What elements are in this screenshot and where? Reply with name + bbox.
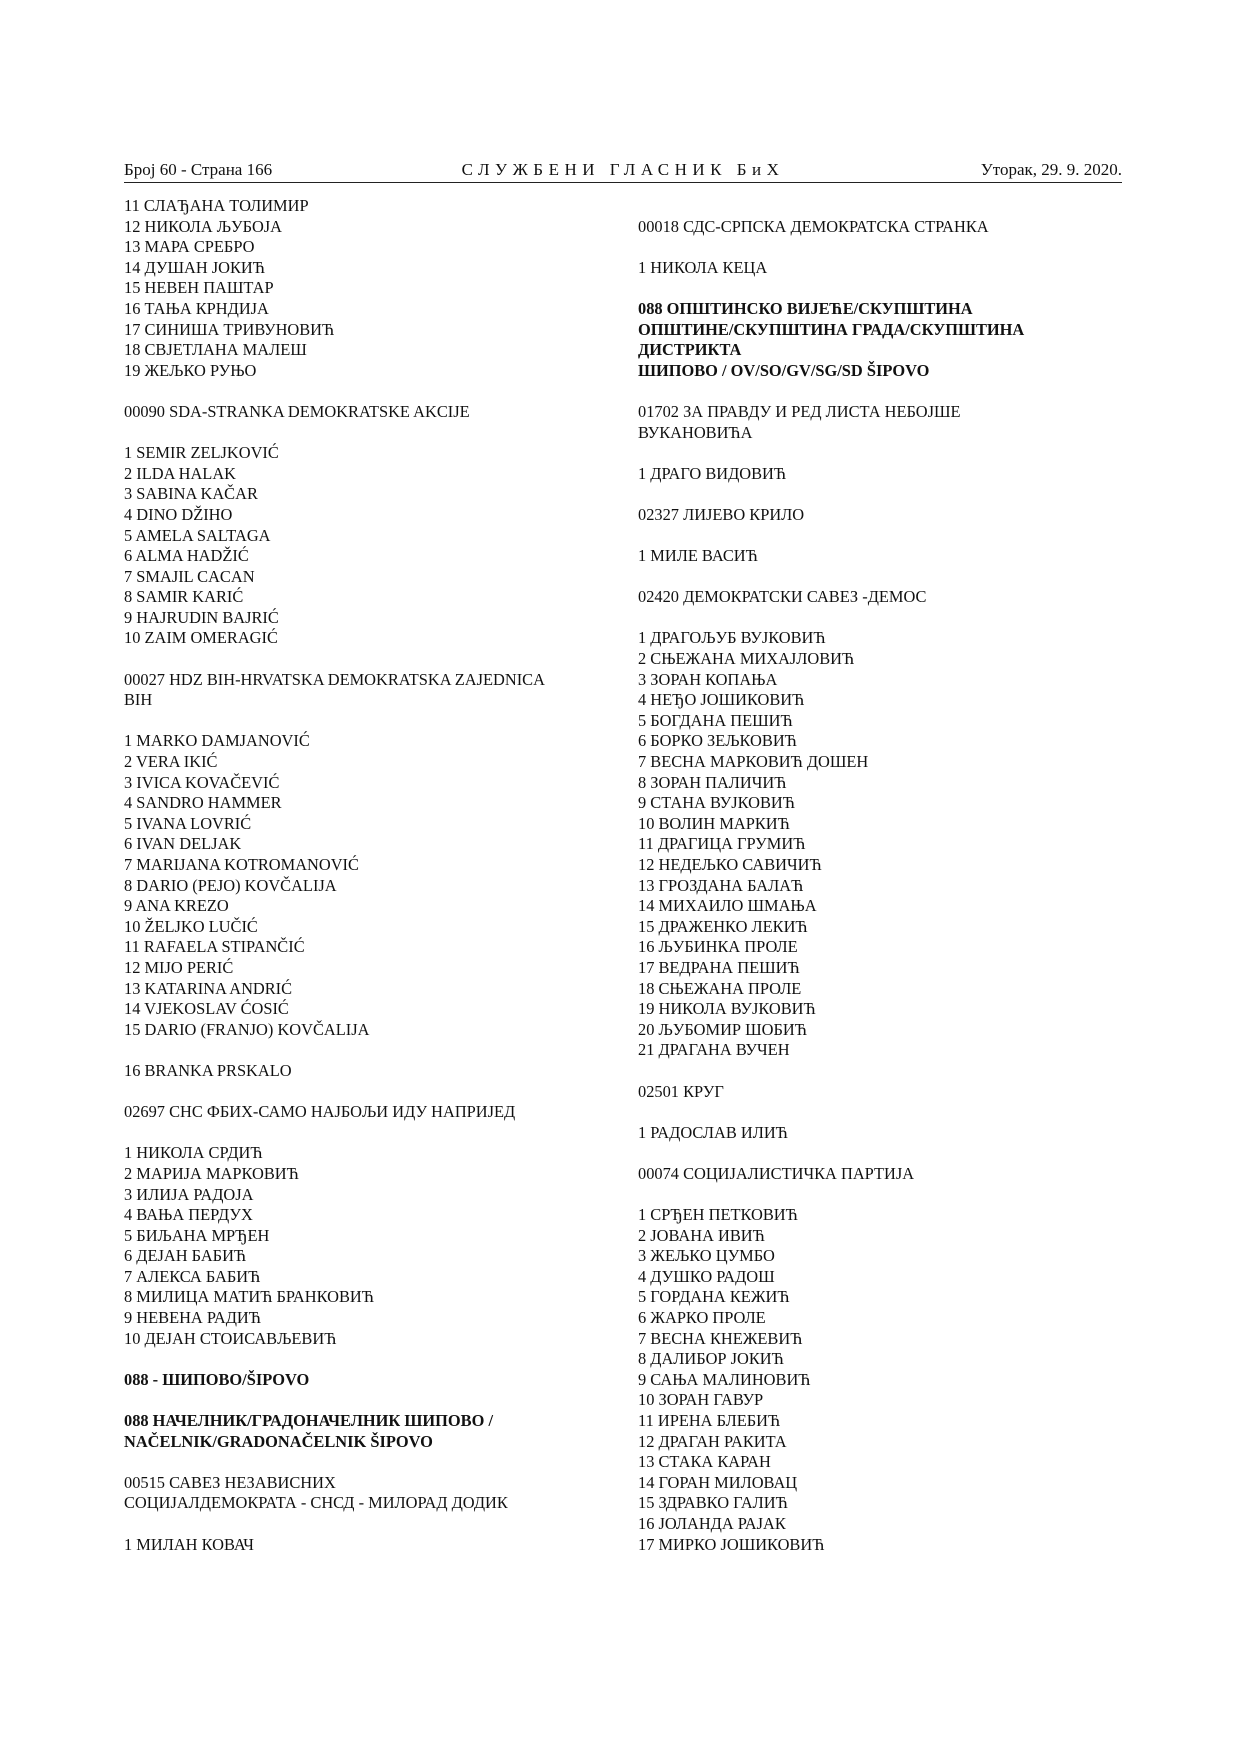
list-line: 10 ВОЛИН МАРКИЋ	[638, 813, 790, 833]
list-line: 12 MIJO PERIĆ	[124, 957, 234, 977]
list-line: 7 АЛЕКСА БАБИЋ	[124, 1266, 261, 1286]
list-line: 12 ДРАГАН РАКИТА	[638, 1431, 787, 1451]
list-line: 5 IVANA LOVRIĆ	[124, 813, 252, 833]
list-line: 14 VJEKOSLAV ĆOSIĆ	[124, 999, 289, 1019]
list-line: 00515 САВЕЗ НЕЗАВИСНИХ	[124, 1472, 336, 1492]
section-heading: NAČELNIK/GRADONAČELNIK ŠIPOVO	[124, 1431, 433, 1451]
list-line: 1 MARKO DAMJANOVIĆ	[124, 731, 310, 751]
list-line: 6 ЖАРКО ПРОЛЕ	[638, 1308, 766, 1328]
list-line: 13 ГРОЗДАНА БАЛАЋ	[638, 875, 804, 895]
blank-line	[638, 484, 1122, 505]
list-line: 3 ЗОРАН КОПАЊА	[638, 669, 778, 689]
list-line: 16 ТАЊА КРНДИЈА	[124, 298, 269, 318]
list-line: 14 ГОРАН МИЛОВАЦ	[638, 1472, 798, 1492]
list-line: 17 ВЕДРАНА ПЕШИЋ	[638, 957, 800, 977]
list-line: 4 SANDRO HAMMER	[124, 793, 282, 813]
blank-line	[638, 1143, 1122, 1164]
left-column	[124, 196, 604, 1555]
blank-line	[124, 1452, 604, 1473]
blank-line	[124, 1040, 604, 1061]
section-heading: ШИПОВО / OV/SO/GV/SG/SD ŠIPOVO	[638, 360, 930, 380]
blank-line	[124, 1082, 604, 1103]
list-line: 7 ВЕСНА КНЕЖЕВИЋ	[638, 1328, 803, 1348]
list-line: 2 ЈОВАНА ИВИЋ	[638, 1225, 765, 1245]
list-line: 18 СЊЕЖАНА ПРОЛЕ	[638, 978, 802, 998]
list-line: 3 ИЛИЈА РАДОЈА	[124, 1184, 254, 1204]
list-line: 3 IVICA KOVAČEVIĆ	[124, 772, 280, 792]
list-line: 3 SABINA KAČAR	[124, 484, 258, 504]
blank-line	[638, 443, 1122, 464]
list-line: 5 БОГДАНА ПЕШИЋ	[638, 710, 793, 730]
blank-line	[124, 423, 604, 444]
blank-line	[124, 1390, 604, 1411]
list-line: 10 ŽELJKO LUČIĆ	[124, 916, 258, 936]
list-line: 2 ILDA HALAK	[124, 463, 236, 483]
list-line: 7 MARIJANA KOTROMANOVIĆ	[124, 855, 359, 874]
list-line: 9 НЕВЕНА РАДИЋ	[124, 1308, 261, 1328]
section-heading: ОПШТИНЕ/СКУПШТИНА ГРАДА/СКУПШТИНА	[638, 319, 1025, 339]
section-heading: 088 - ШИПОВО/ŠIPOVO	[124, 1369, 310, 1389]
list-line: 11 СЛАЂАНА ТОЛИМИР	[124, 196, 309, 215]
list-line: 16 ЈОЛАНДА РАЈАК	[638, 1514, 786, 1533]
list-line: 6 БОРКО ЗЕЉКОВИЋ	[638, 731, 797, 751]
list-line: 8 DARIO (PEJO) KOVČALIJA	[124, 875, 337, 895]
list-line: 12 НЕДЕЉКО САВИЧИЋ	[638, 855, 822, 874]
section-heading: ДИСТРИКТА	[638, 340, 742, 360]
list-line: 4 НЕЂО ЈОШИКОВИЋ	[638, 690, 805, 710]
list-line: BIH	[124, 690, 153, 710]
list-line: 16 ЉУБИНКА ПРОЛЕ	[638, 937, 798, 957]
list-line: 8 ДАЛИБОР ЈОКИЋ	[638, 1349, 784, 1369]
list-line: 1 НИКОЛА КЕЦА	[638, 257, 768, 277]
list-line: 1 РАДОСЛАВ ИЛИЋ	[638, 1122, 788, 1142]
list-line: 15 ДРАЖЕНКО ЛЕКИЋ	[638, 916, 808, 936]
list-line: 1 НИКОЛА СРДИЋ	[124, 1143, 263, 1163]
blank-line	[124, 381, 604, 402]
list-line: 14 ДУШАН ЈОКИЋ	[124, 257, 265, 277]
list-line: 4 ВАЊА ПЕРДУХ	[124, 1205, 253, 1225]
list-line: 3 ЖЕЉКО ЦУМБО	[638, 1246, 775, 1266]
list-line: ВУКАНОВИЋА	[638, 422, 753, 442]
list-line: 2 VERA IKIĆ	[124, 752, 218, 772]
list-line: 00018 СДС-СРПСКА ДЕМОКРАТСКА СТРАНКА	[638, 216, 989, 236]
list-line: 1 МИЛАН КОВАЧ	[124, 1534, 254, 1554]
list-line: 8 МИЛИЦА МАТИЋ БРАНКОВИЋ	[124, 1287, 374, 1307]
list-line: 4 DINO DŽIHO	[124, 504, 233, 524]
list-line: 19 НИКОЛА ВУЈКОВИЋ	[638, 999, 816, 1019]
list-line: 8 SAMIR KARIĆ	[124, 587, 244, 607]
list-line: 2 МАРИЈА МАРКОВИЋ	[124, 1163, 299, 1183]
list-line: 1 SEMIR ZELJKOVIĆ	[124, 443, 279, 463]
page-header	[124, 160, 1122, 183]
list-line: 02420 ДЕМОКРАТСКИ САВЕЗ -ДЕМОС	[638, 587, 927, 607]
list-line: 21 ДРАГАНА ВУЧЕН	[638, 1040, 790, 1060]
list-line: 11 ДРАГИЦА ГРУМИЋ	[638, 834, 806, 854]
list-line: 02327 ЛИЈЕВО КРИЛО	[638, 504, 805, 524]
blank-line	[124, 1349, 604, 1370]
list-line: 18 СВЈЕТЛАНА МАЛЕШ	[124, 340, 307, 360]
list-line: 10 ДЕЈАН СТОИСАВЉЕВИЋ	[124, 1328, 337, 1348]
list-line: 1 ДРАГО ВИДОВИЋ	[638, 463, 787, 483]
gazette-title: СЛУЖБЕНИ ГЛАСНИК БиХ	[461, 160, 785, 179]
list-line: 01702 ЗА ПРАВДУ И РЕД ЛИСТА НЕБОЈШЕ	[638, 401, 961, 421]
blank-line	[638, 1185, 1122, 1206]
list-line: 00027 HDZ BIH-HRVATSKA DEMOKRATSKA ZAJEDNICA	[124, 669, 545, 689]
section-heading: 088 ОПШТИНСКО ВИЈЕЋЕ/СКУПШТИНА	[638, 298, 973, 318]
list-line: 2 СЊЕЖАНА МИХАЈЛОВИЋ	[638, 649, 855, 669]
list-line: 9 СТАНА ВУЈКОВИЋ	[638, 793, 795, 813]
list-line: 11 RAFAELA STIPANČIĆ	[124, 937, 305, 957]
list-line: 7 SMAJIL CACAN	[124, 566, 255, 586]
blank-line	[638, 381, 1122, 402]
list-line: 5 AMELA SALTAGA	[124, 525, 271, 545]
list-line: 02501 КРУГ	[638, 1081, 724, 1101]
list-line: 9 HAJRUDIN BAJRIĆ	[124, 607, 279, 627]
list-line: 11 ИРЕНА БЛЕБИЋ	[638, 1411, 781, 1431]
blank-line	[124, 1514, 604, 1535]
list-line: 6 IVAN DELJAK	[124, 834, 242, 854]
list-line: 02697 СНС ФБИХ-САМО НАЈБОЉИ ИДУ НАПРИЈЕД	[124, 1102, 516, 1122]
section-heading: 088 НАЧЕЛНИК/ГРАДОНАЧЕЛНИК ШИПОВО /	[124, 1411, 493, 1431]
blank-line	[638, 1061, 1122, 1082]
list-line: 7 ВЕСНА МАРКОВИЋ ДОШЕН	[638, 752, 869, 772]
list-line: 17 МИРКО ЈОШИКОВИЋ	[638, 1534, 825, 1554]
list-line: 13 KATARINA ANDRIĆ	[124, 978, 293, 998]
list-line: 00074 СОЦИЈАЛИСТИЧКА ПАРТИЈА	[638, 1163, 915, 1183]
list-line: 15 НЕВЕН ПАШТАР	[124, 278, 274, 298]
list-line: 4 ДУШКО РАДОШ	[638, 1266, 775, 1286]
list-line: 17 СИНИША ТРИВУНОВИЋ	[124, 319, 335, 339]
blank-line	[638, 1102, 1122, 1123]
list-line: 5 ГОРДАНА КЕЖИЋ	[638, 1287, 790, 1307]
list-line: 1 МИЛЕ ВАСИЋ	[638, 546, 758, 566]
blank-line	[638, 608, 1122, 629]
blank-line	[638, 567, 1122, 588]
list-line: 20 ЉУБОМИР ШОБИЋ	[638, 1019, 807, 1039]
list-line: 16 BRANKA PRSKALO	[124, 1060, 292, 1080]
list-line: 6 ДЕЈАН БАБИЋ	[124, 1246, 247, 1266]
list-line: 19 ЖЕЉКО РУЊО	[124, 360, 257, 380]
list-line: 15 DARIO (FRANJO) KOVČALIJA	[124, 1019, 370, 1039]
list-line: 13 МАРА СРЕБРО	[124, 237, 255, 257]
blank-line	[124, 711, 604, 732]
issue-date: Уторак, 29. 9. 2020.	[980, 160, 1122, 179]
blank-line	[638, 278, 1122, 299]
list-line: 9 ANA KREZO	[124, 896, 229, 916]
list-line: 5 БИЉАНА МРЂЕН	[124, 1225, 270, 1245]
list-line: 1 СРЂЕН ПЕТКОВИЋ	[638, 1205, 798, 1225]
list-line: 8 ЗОРАН ПАЛИЧИЋ	[638, 772, 787, 792]
list-line: 12 НИКОЛА ЉУБОЈА	[124, 216, 283, 236]
list-line: СОЦИЈАЛДЕМОКРАТА - СНСД - МИЛОРАД ДОДИК	[124, 1493, 508, 1513]
list-line: 10 ZAIM OMERAGIĆ	[124, 628, 278, 648]
list-line: 10 ЗОРАН ГАВУР	[638, 1390, 764, 1410]
list-line: 9 САЊА МАЛИНОВИЋ	[638, 1369, 811, 1389]
right-column	[638, 196, 1122, 1555]
list-line: 6 ALMA HADŽIĆ	[124, 546, 249, 566]
blank-line	[124, 649, 604, 670]
list-line: 1 ДРАГОЉУБ ВУЈКОВИЋ	[638, 628, 826, 648]
blank-line	[638, 237, 1122, 258]
list-line: 00090 SDA-STRANKA DEMOKRATSKE AKCIJE	[124, 401, 470, 421]
list-line: 15 ЗДРАВКО ГАЛИЋ	[638, 1493, 788, 1513]
blank-line	[638, 526, 1122, 547]
issue-and-page: Број 60 - Страна 166	[124, 160, 273, 179]
list-line: 13 СТАКА КАРАН	[638, 1452, 771, 1472]
blank-line	[638, 196, 1122, 217]
blank-line	[124, 1123, 604, 1144]
list-line: 14 МИХАИЛО ШМАЊА	[638, 896, 817, 916]
